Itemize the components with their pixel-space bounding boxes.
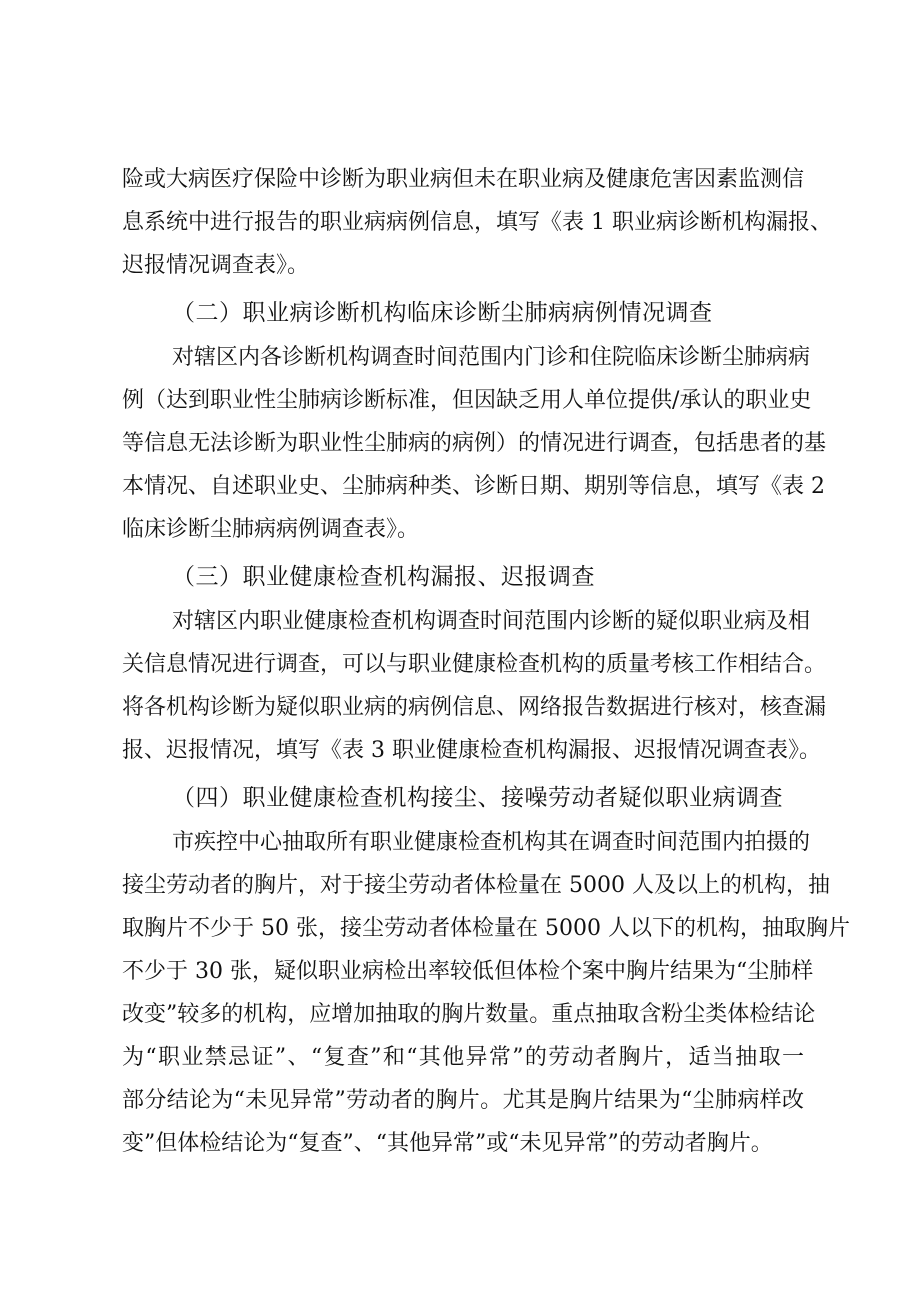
paragraph-line: 取胸片不少于 50 张，接尘劳动者体检量在 5000 人以下的机构，抽取胸片 <box>122 916 850 941</box>
paragraph-line: 对辖区内职业健康检查机构调查时间范围内诊断的疑似职业病及相 <box>172 609 811 634</box>
paragraph-line: 变”但体检结论为“复查”、“其他异常”或“未见异常”的劳动者胸片。 <box>122 1131 773 1156</box>
paragraph-line: 报、迟报情况，填写《表 3 职业健康检查机构漏报、迟报情况调查表》。 <box>122 738 821 763</box>
paragraph-2 <box>122 336 827 551</box>
paragraph-line: 不少于 30 张，疑似职业病检出率较低但体检个案中胸片结果为“尘肺样 <box>122 959 814 984</box>
section-heading-3: （三）职业健康检查机构漏报、迟报调查 <box>172 564 595 590</box>
paragraph-line: 部分结论为“未见异常”劳动者的胸片。尤其是胸片结果为“尘肺病样改 <box>122 1088 804 1113</box>
paragraph-line: 等信息无法诊断为职业性尘肺病的病例）的情况进行调查，包括患者的基 <box>122 431 827 456</box>
paragraph-line: 接尘劳动者的胸片，对于接尘劳动者体检量在 5000 人及以上的机构，抽 <box>122 873 830 898</box>
section-heading-4: （四）职业健康检查机构接尘、接噪劳动者疑似职业病调查 <box>172 785 783 811</box>
section-heading-2: （二）职业病诊断机构临床诊断尘肺病病例情况调查 <box>172 300 713 326</box>
paragraph-line: 对辖区内各诊断机构调查时间范围内门诊和住院临床诊断尘肺病病 <box>172 345 811 370</box>
paragraph-line: 将各机构诊断为疑似职业病的病例信息、网络报告数据进行核对，核查漏 <box>122 695 827 720</box>
paragraph-line: 市疾控中心抽取所有职业健康检查机构其在调查时间范围内拍摄的 <box>172 830 811 855</box>
paragraph-line: 临床诊断尘肺病病例调查表》。 <box>122 517 420 542</box>
paragraph-line: 例（达到职业性尘肺病诊断标准，但因缺乏用人单位提供/承认的职业史 <box>122 388 812 413</box>
document-body <box>122 158 850 1169</box>
paragraph-line: 改变”较多的机构，应增加抽取的胸片数量。重点抽取含粉尘类体检结论 <box>122 1002 816 1027</box>
paragraph-line: 为“职业禁忌证”、“复查”和“其他异常”的劳动者胸片，适当抽取一 <box>122 1045 804 1070</box>
paragraph-line: 迟报情况调查表》。 <box>122 253 310 278</box>
paragraph-line: 险或大病医疗保险中诊断为职业病但未在职业病及健康危害因素监测信 <box>122 167 805 192</box>
paragraph-line: 关信息情况进行调查，可以与职业健康检查机构的质量考核工作相结合。 <box>122 652 827 677</box>
paragraph-1 <box>122 158 832 287</box>
paragraph-4 <box>122 821 850 1165</box>
paragraph-line: 本情况、自述职业史、尘肺病种类、诊断日期、期别等信息，填写《表 2 <box>122 474 825 499</box>
paragraph-3 <box>122 600 827 772</box>
paragraph-line: 息系统中进行报告的职业病病例信息，填写《表 1 职业病诊断机构漏报、 <box>122 210 832 235</box>
